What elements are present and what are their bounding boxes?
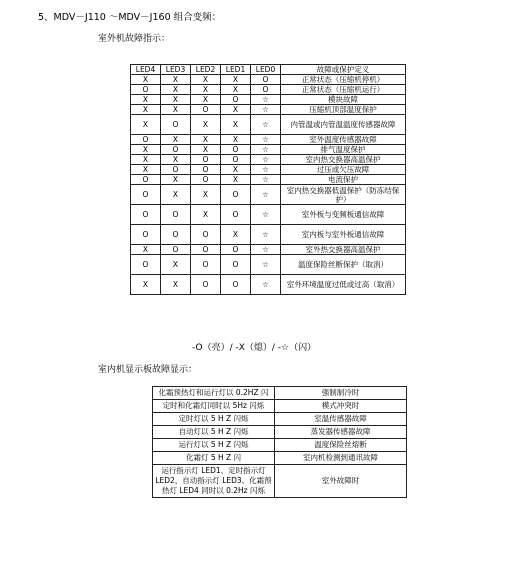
led-state: X — [131, 145, 161, 155]
indicator-pattern: 化霜灯 5 H Z 闪 — [153, 452, 275, 465]
led-state: X — [191, 135, 221, 145]
fault-description: 室外环境温度过低或过高（取消） — [281, 275, 406, 295]
fault-meaning: 模式冲突时 — [275, 400, 407, 413]
led-state: X — [221, 105, 251, 115]
led-state: O — [161, 205, 191, 225]
led-state: O — [161, 245, 191, 255]
led-state: X — [161, 135, 191, 145]
led-state: O — [251, 85, 281, 95]
led-state: O — [191, 175, 221, 185]
led-state: ☆ — [251, 205, 281, 225]
table-row — [131, 175, 406, 185]
led-state: O — [191, 225, 221, 245]
fault-meaning: 室外故障时 — [275, 465, 407, 498]
led-state: X — [161, 95, 191, 105]
table-row — [131, 205, 406, 225]
led-state: O — [131, 135, 161, 145]
led-state: O — [221, 275, 251, 295]
led-state: O — [161, 225, 191, 245]
led-state: ☆ — [251, 245, 281, 255]
column-header: LED3 — [161, 65, 191, 75]
led-state: O — [131, 225, 161, 245]
led-state: X — [131, 105, 161, 115]
outdoor-fault-table — [130, 64, 406, 295]
led-state: X — [191, 185, 221, 205]
fault-meaning: 室温传感器故障 — [275, 413, 407, 426]
table-row — [153, 439, 407, 452]
fault-description: 正常状态（压缩机停机） — [281, 75, 406, 85]
section-heading: 5、MDV－J110 ～MDV－J160 组合变频： — [38, 12, 222, 23]
led-state: X — [131, 115, 161, 135]
fault-description: 室内板与室外板通信故障 — [281, 225, 406, 245]
fault-description: 温度保险丝断保护（取消） — [281, 255, 406, 275]
led-state: ☆ — [251, 105, 281, 115]
led-state: ☆ — [251, 95, 281, 105]
led-state: X — [191, 75, 221, 85]
led-state: ☆ — [251, 175, 281, 185]
table-row — [131, 275, 406, 295]
fault-description: 室内热交换器高温保护 — [281, 155, 406, 165]
led-state: ☆ — [251, 155, 281, 165]
table-row — [153, 387, 407, 400]
table-row — [131, 85, 406, 95]
fault-meaning: 蒸发器传感器故障 — [275, 426, 407, 439]
table-header-row — [131, 65, 406, 75]
led-state: X — [131, 95, 161, 105]
table-row — [131, 255, 406, 275]
led-state: O — [191, 105, 221, 115]
table-row — [153, 400, 407, 413]
led-state: X — [191, 115, 221, 135]
led-state: O — [131, 175, 161, 185]
led-state: X — [191, 85, 221, 95]
led-state: ☆ — [251, 115, 281, 135]
led-state: ☆ — [251, 185, 281, 205]
led-state: O — [221, 205, 251, 225]
led-state: X — [221, 75, 251, 85]
led-state: O — [191, 255, 221, 275]
table-row — [153, 413, 407, 426]
led-state: O — [221, 185, 251, 205]
led-state: X — [161, 155, 191, 165]
led-state: X — [221, 85, 251, 95]
led-state: X — [131, 155, 161, 165]
indicator-pattern: 定时灯以 5 H Z 闪烁 — [153, 413, 275, 426]
table-row — [131, 95, 406, 105]
table-row — [131, 155, 406, 165]
led-state: O — [221, 255, 251, 275]
fault-description: 排气温度保护 — [281, 145, 406, 155]
table-row — [131, 165, 406, 175]
led-state: O — [191, 275, 221, 295]
led-state: ☆ — [251, 255, 281, 275]
table-row — [131, 185, 406, 205]
fault-meaning: 室内机检测到通讯故障 — [275, 452, 407, 465]
led-state: ☆ — [251, 145, 281, 155]
led-state: X — [161, 255, 191, 275]
led-state: O — [191, 155, 221, 165]
led-state: X — [161, 275, 191, 295]
led-state: X — [191, 145, 221, 155]
fault-description: 电流保护 — [281, 175, 406, 185]
outdoor-fault-title: 室外机故障指示： — [98, 34, 171, 44]
column-header: LED2 — [191, 65, 221, 75]
indicator-pattern: 自动灯以 5 H Z 闪烁 — [153, 426, 275, 439]
led-state: O — [131, 205, 161, 225]
fault-description: 室外温度传感器故障 — [281, 135, 406, 145]
column-header: 故障或保护定义 — [281, 65, 406, 75]
led-state: O — [221, 145, 251, 155]
fault-description: 模块故障 — [281, 95, 406, 105]
led-legend: -O（亮）/ -X（熄）/ -☆（闪） — [192, 343, 317, 353]
led-state: O — [161, 165, 191, 175]
led-state: ☆ — [251, 275, 281, 295]
led-state: X — [221, 225, 251, 245]
fault-meaning: 温度保险丝熔断 — [275, 439, 407, 452]
column-header: LED1 — [221, 65, 251, 75]
table-row — [153, 452, 407, 465]
indicator-pattern: 运行指示灯 LED1、定时指示灯 LED2、自动指示灯 LED3、化霜预热灯 LED4 同时以 0.2Hz 闪烁 — [153, 465, 275, 498]
led-state: X — [161, 185, 191, 205]
table-row — [131, 105, 406, 115]
led-state: X — [131, 275, 161, 295]
fault-meaning: 强制制冷时 — [275, 387, 407, 400]
led-state: X — [131, 245, 161, 255]
fault-description: 室外板与变频板通信故障 — [281, 205, 406, 225]
led-state: O — [251, 75, 281, 85]
table-row — [131, 75, 406, 85]
table-row — [131, 115, 406, 135]
led-state: X — [161, 105, 191, 115]
table-row — [131, 135, 406, 145]
led-state: O — [131, 85, 161, 95]
table-row — [131, 145, 406, 155]
fault-description: 过压或欠压故障 — [281, 165, 406, 175]
led-state: O — [221, 155, 251, 165]
column-header: LED0 — [251, 65, 281, 75]
fault-description: 室内热交换器低温保护（防冻结保护） — [281, 185, 406, 205]
indicator-pattern: 定时和化霜灯同时以 5Hz 闪烁 — [153, 400, 275, 413]
led-state: ☆ — [251, 135, 281, 145]
led-state: X — [131, 165, 161, 175]
led-state: O — [131, 185, 161, 205]
led-state: O — [221, 245, 251, 255]
led-state: X — [131, 75, 161, 85]
table-row — [153, 465, 407, 498]
led-state: X — [191, 95, 221, 105]
led-state: O — [161, 145, 191, 155]
led-state: O — [191, 165, 221, 175]
table-row — [131, 245, 406, 255]
led-state: O — [161, 115, 191, 135]
fault-description: 内管温或内管温温度传感器故障 — [281, 115, 406, 135]
led-state: O — [131, 255, 161, 275]
fault-description: 压缩机顶部温度保护 — [281, 105, 406, 115]
led-state: ☆ — [251, 225, 281, 245]
led-state: X — [221, 175, 251, 185]
fault-description: 室外热交换器高温保护 — [281, 245, 406, 255]
table-row — [153, 426, 407, 439]
led-state: X — [221, 165, 251, 175]
fault-description: 正常状态（压缩机运行） — [281, 85, 406, 95]
table-row — [131, 225, 406, 245]
indicator-pattern: 化霜预热灯和运行灯以 0.2HZ 闪 — [153, 387, 275, 400]
led-state: X — [161, 85, 191, 95]
led-state: O — [191, 245, 221, 255]
indicator-pattern: 运行灯以 5 H Z 闪烁 — [153, 439, 275, 452]
led-state: X — [191, 205, 221, 225]
column-header: LED4 — [131, 65, 161, 75]
led-state: O — [221, 95, 251, 105]
indoor-display-title: 室内机显示板故障显示： — [98, 365, 198, 375]
led-state: X — [221, 115, 251, 135]
led-state: X — [221, 135, 251, 145]
led-state: X — [161, 175, 191, 185]
indoor-display-table — [152, 386, 407, 498]
led-state: X — [161, 75, 191, 85]
led-state: ☆ — [251, 165, 281, 175]
